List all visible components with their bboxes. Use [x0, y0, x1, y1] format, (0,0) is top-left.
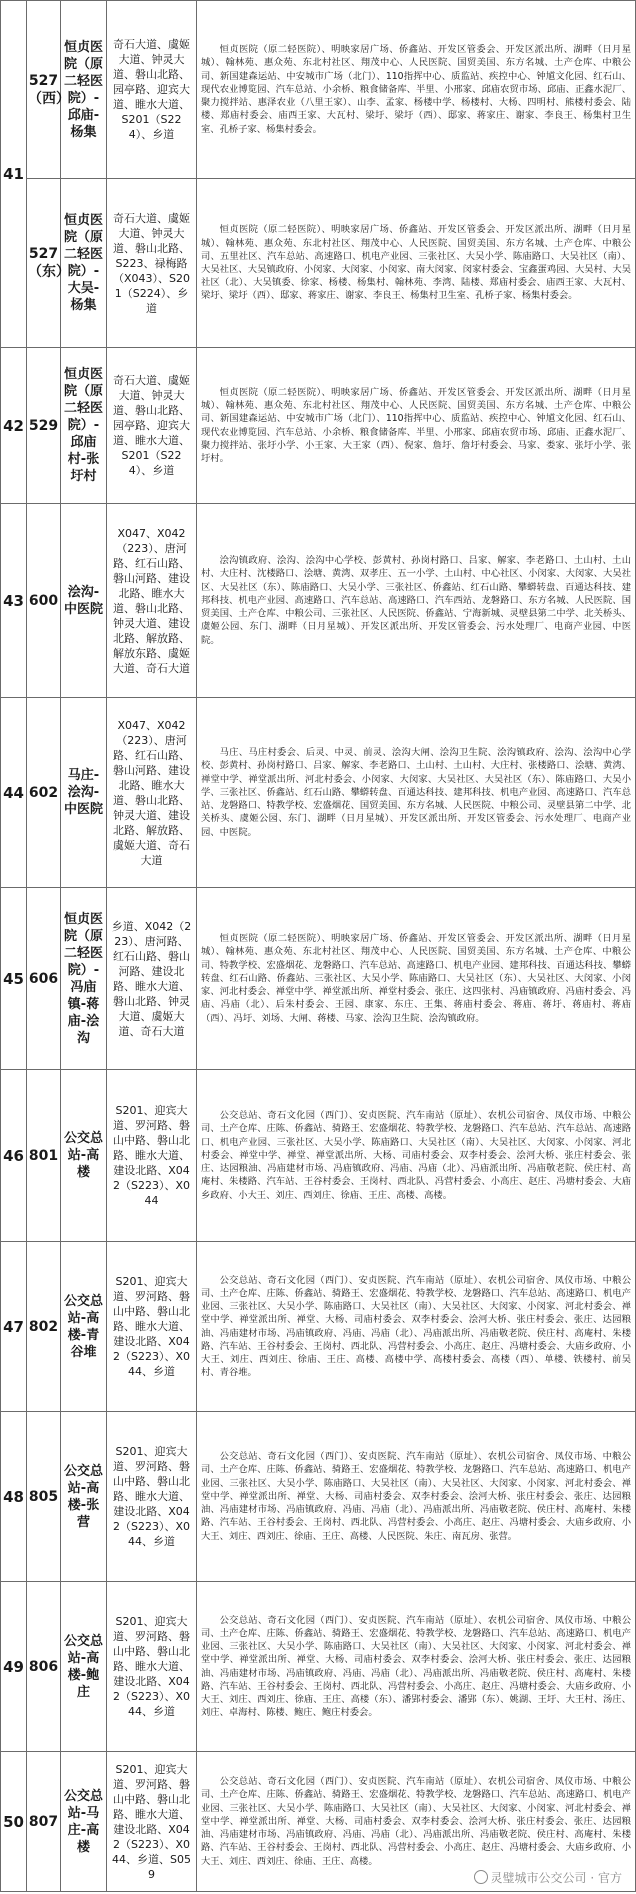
route-roads: S201、迎宾大道、罗河路、磐山中路、磐山北路、睢水大道、建设北路、X042（S223）、X044、乡道: [107, 1412, 197, 1582]
table-row: [1, 179, 636, 348]
route-stops-text: 公交总站、奇石文化园（西门）、安贞医院、汽车南站（原址）、农机公司宿舍、凤仪市场、中粮公司、土产仓库、庄陈、侨鑫站、骑路王、宏盛烟花、特教学校、龙磐路口、汽车总站、高速路口、机电产业园、三张社区、大吴小学、陈庙路口、大吴社区（南）、大吴社区、大闵家、小闵家、河北村委会、禅堂中学、禅堂派出所、禅堂、大杨、司庙村委会、双李村委会、浍河大桥、张庄村委会、张庄、达园粮油、冯庙建材市场、冯庙镇政府、冯庙、冯庙（北）、冯庙派出所、冯庙敬老院、侯庄村、高庵村、朱楼路、汽车站、王谷村委会、王岗村、西北队、冯营村委会、小高庄、赵庄、冯塘村委会、大庙乡政府、小大王、刘庄、西刘庄、徐庙、王庄、高楼（东）、潘郢村委会、潘郢（东）、姚湖、王圩、大王村、汤庄、刘庄、卓海村、陈楼、鲍庄、鲍庄村委会。: [201, 1614, 631, 1719]
route-number: 801: [27, 1070, 61, 1242]
route-stops: [197, 888, 636, 1070]
route-number: 806: [27, 1582, 61, 1752]
route-roads: S201、迎宾大道、罗河路、磐山中路、磐山北路、睢水大道、建设北路、X042（S223）、X044: [107, 1070, 197, 1242]
watermark-text: 灵璧城市公交公司 · 官方: [490, 1871, 622, 1885]
route-stops: [197, 1242, 636, 1412]
route-roads: 奇石大道、虞姬大道、钟灵大道、磐山北路、园亭路、迎宾大道、睢水大道、S201（S224）、乡道: [107, 348, 197, 504]
row-index: 49: [1, 1582, 27, 1752]
route-number: 529: [27, 348, 61, 504]
route-stops-text: 恒贞医院（原二轻医院）、明映家居广场、侨鑫站、开发区管委会、开发区派出所、湖畔（日月星城）、翰林苑、惠众苑、东北村社区、翔茂中心、人民医院、国贸美国、东方名城、土产仓库、中粮公司、新国建森运站、中安城市广场（北门）、110指挥中心、质监站、疾控中心、钟馗文化园、红石山、现代农业博览园、汽车总站、小余桥、粮食储备库、半里、小邢家、邱庙农贸市场、邱庙、正鑫水泥厂、聚力搅拌站、惠泽农业（八里王家）、山李、孟家、杨楼中学、杨楼村、大杨、四明村、熊楼村委会、陆楼、郑庙村委会、庙西王家、大瓦村、梁圩、梁圩（西）、邸家、蒋家庄、谢家、李良王、杨集村卫生室、孔桥子家、杨集村委会。: [201, 44, 631, 135]
route-stops-text: 恒贞医院（原二轻医院）、明映家居广场、侨鑫站、开发区管委会、开发区派出所、湖畔（日月星城）、翰林苑、惠众苑、东北村社区、翔茂中心、人民医院、国贸美国、东方名城、土产仓库、中粮公司、新国建森运站、中安城市广场（北门）、110指挥中心、质监站、疾控中心、钟馗文化园、红石山、现代农业博览园、汽车总站、小余桥、粮食储备库、半里、小邢家、邱庙农贸市场、邱庙、正鑫水泥厂、聚力搅拌站、张圩小学、小王家、大王家（西）、倪家、詹圩、詹圩村委会、马家、娄家、张圩小学、张圩村。: [201, 386, 631, 464]
route-roads: 奇石大道、虞姬大道、钟灵大道、磐山北路、园亭路、迎宾大道、睢水大道、S201（S224）、乡道: [107, 1, 197, 179]
wechat-icon: [474, 1870, 488, 1884]
table-row: [1, 1242, 636, 1412]
route-stops-text: 公交总站、奇石文化园（西门）、安贞医院、汽车南站（原址）、农机公司宿舍、凤仪市场、中粮公司、土产仓库、庄陈、侨鑫站、骑路王、宏盛烟花、特教学校、龙磐路口、汽车总站、高速路口、机电产业园、三张社区、大吴小学、陈庙路口、大吴社区（南）、大吴社区、大闵家、小闵家、河北村委会、禅堂中学、禅堂派出所、禅堂、大杨、司庙村委会、双李村委会、浍河大桥、张庄村委会、张庄、达园粮油、冯庙建材市场、冯庙镇政府、冯庙、冯庙（北）、冯庙派出所、冯庙敬老院、侯庄村、高庵村、朱楼路、汽车站、王谷村委会、王岗村、西北队、冯营村委会、小高庄、赵庄、冯塘村委会、大庙乡政府、小大王、刘庄、西刘庄、徐庙、王庄、高楼、人民医院、朱庄、南瓦房、张营。: [201, 1451, 631, 1542]
route-stops: [197, 1582, 636, 1752]
route-number: 527 （西）: [27, 1, 61, 179]
row-index: 43: [1, 504, 27, 698]
route-roads: 乡道、X042（223）、唐河路、红石山路、磐山河路、建设北路、睢水大道、磐山北路、钟灵大道、虞姬大道、奇石大道: [107, 888, 197, 1070]
row-index: 50: [1, 1752, 27, 1892]
row-index: 47: [1, 1242, 27, 1412]
route-stops-text: 公交总站、奇石文化园（西门）、安贞医院、汽车南站（原址）、农机公司宿舍、凤仪市场、中粮公司、土产仓库、庄陈、侨鑫站、骑路王、宏盛烟花、特教学校、龙磐路口、汽车总站、高速路口、机电产业园、三张社区、大吴小学、陈庙路口、大吴社区（南）、大吴社区、大闵家、小闵家、河北村委会、禅堂中学、禅堂派出所、禅堂、大杨、司庙村委会、双李村委会、浍河大桥、张庄村委会、张庄、达园粮油、冯庙建材市场、冯庙镇政府、冯庙、冯庙（北）、冯庙派出所、冯庙敬老院、侯庄村、高庵村、朱楼路、汽车站、王谷村委会、王岗村、西北队、冯营村委会、小高庄、赵庄、冯塘村委会、大庙乡政府、小大王、刘庄、西刘庄、徐庙、王庄、高楼。: [201, 1776, 631, 1867]
route-number: 600: [27, 504, 61, 698]
route-name: 公交总站-高楼-鲍庄: [61, 1582, 107, 1752]
route-roads: S201、迎宾大道、罗河路、磐山中路、磐山北路、睢水大道、建设北路、X042（S223）、X044、乡道: [107, 1582, 197, 1752]
route-stops: [197, 179, 636, 348]
route-name: 恒贞医院（原二轻医院）-大吴-杨集: [61, 179, 107, 348]
table-row: [1, 504, 636, 698]
row-index: 45: [1, 888, 27, 1070]
route-name: 马庄-浍沟-中医院: [61, 698, 107, 888]
table-row: [1, 1582, 636, 1752]
table-row: [1, 888, 636, 1070]
route-name: 公交总站-高楼: [61, 1070, 107, 1242]
route-stops: [197, 1412, 636, 1582]
table-row: [1, 348, 636, 504]
row-index: 48: [1, 1412, 27, 1582]
route-roads: S201、迎宾大道、罗河路、磐山中路、磐山北路、睢水大道、建设北路、X042（S223）、X044、乡道、S059: [107, 1752, 197, 1892]
route-name: 恒贞医院（原二轻医院）-冯庙镇-蒋庙-浍沟: [61, 888, 107, 1070]
route-roads: X047、X042（223）、唐河路、红石山路、磐山河路、建设北路、睢水大道、磐山北路、钟灵大道、建设北路、解放路、虞姬大道、奇石大道: [107, 698, 197, 888]
route-stops-text: 恒贞医院（原二轻医院）、明映家居广场、侨鑫站、开发区管委会、开发区派出所、湖畔（日月星城）、翰林苑、惠众苑、东北村社区、翔茂中心、人民医院、国贸美国、东方名城、土产仓库、中粮公司、特教学校、宏盛烟花、龙磐路口、汽车总站、高速路口、机电产业园、建邦科技、百通达科技、攀蟒转盘、红石山路、侨鑫站、三张社区、大吴小学、陈庙路口、大吴社区（东）、大吴社区、大闵家、小闵家、河北村委会、禅堂中学、禅堂派出所、禅堂村委会、张庄、这四张村、冯庙镇政府、冯庙村委会、冯庙、冯庙（北）、后朱村委会、王园、康家、东庄、王集、蒋庙村委会、蒋庙、蒋圩、蒋庙村、蒋庙（西）、冯圩、刘场、大闸、蒋楼、马家、浍沟卫生院、浍沟镇政府。: [201, 933, 631, 1024]
route-stops-text: 公交总站、奇石文化园（西门）、安贞医院、汽车南站（原址）、农机公司宿舍、凤仪市场、中粮公司、土产仓库、庄陈、侨鑫站、骑路王、宏盛烟花、特教学校、龙磐路口、汽车总站、高速路口、机电产业园、三张社区、大吴小学、陈庙路口、大吴社区（南）、大吴社区、大闵家、小闵家、河北村委会、禅堂中学、禅堂派出所、禅堂、大杨、司庙村委会、双李村委会、浍河大桥、张庄村委会、张庄、达园粮油、冯庙建材市场、冯庙镇政府、冯庙、冯庙（北）、冯庙派出所、冯庙敬老院、侯庄村、高庵村、朱楼路、汽车站、王谷村委会、王岗村、西北队、冯营村委会、小高庄、赵庄、冯塘村委会、大庙乡政府、小大王、刘庄、西刘庄、徐庙、王庄、高楼、高楼中学、高楼村委会、高楼（西）、单楼、铁楼村、前吴村、青谷堆。: [201, 1274, 631, 1379]
row-index: 46: [1, 1070, 27, 1242]
table-row: [1, 1412, 636, 1582]
route-name: 恒贞医院（原二轻医院）-邱庙-杨集: [61, 1, 107, 179]
table-row: [1, 1070, 636, 1242]
route-stops: [197, 504, 636, 698]
table-row: [1, 1, 636, 179]
route-name: 公交总站-高楼-青谷堆: [61, 1242, 107, 1412]
route-roads: X047、X042（223）、唐河路、红石山路、磐山河路、建设北路、睢水大道、磐山北路、钟灵大道、建设北路、解放路、解放东路、虞姬大道、奇石大道: [107, 504, 197, 698]
route-stops: [197, 348, 636, 504]
row-index: 42: [1, 348, 27, 504]
route-stops: [197, 698, 636, 888]
route-number: 807: [27, 1752, 61, 1892]
route-number: 606: [27, 888, 61, 1070]
route-name: 恒贞医院（原二轻医院）-邱庙村-张圩村: [61, 348, 107, 504]
route-stops: [197, 1070, 636, 1242]
route-name: 浍沟-中医院: [61, 504, 107, 698]
route-number: 805: [27, 1412, 61, 1582]
route-stops-text: 恒贞医院（原二轻医院）、明映家居广场、侨鑫站、开发区管委会、开发区派出所、湖畔（日月星城）、翰林苑、惠众苑、东北村社区、翔茂中心、人民医院、国贸美国、东方名城、土产仓库、中粮公司、五里社区、汽车总站、高速路口、机电产业园、三张社区、大吴小学、陈庙路口、大吴社区（南）、大吴社区、大吴镇政府、小闵家、大闵家、小闵家、南大闵家、闵家村委会、宝鑫蛋鸡园、大吴村、大吴社区（北）、大吴镇委、徐家、杨楼、杨集村、翰林苑、李湾、陆楼、郑庙村委会、庙西王家、大瓦村、梁圩、梁圩（西）、邸家、蒋家庄、谢家、李良王、杨集村卫生室、孔桥子家、杨集村委会。: [201, 224, 631, 302]
route-number: 802: [27, 1242, 61, 1412]
route-roads: 奇石大道、虞姬大道、钟灵大道、磐山北路、S223、禄梅路（X043）、S201（S224）、乡道: [107, 179, 197, 348]
route-roads: S201、迎宾大道、罗河路、磐山中路、磐山北路、睢水大道、建设北路、X042（S223）、X044、乡道: [107, 1242, 197, 1412]
route-stops-text: 浍沟镇政府、浍沟、浍沟中心学校、彭黄村、孙岗村路口、吕家、解家、李老路口、土山村、土山村、大庄村、沈楼路口、浍塘、黄湾、双孝庄、五一小学、土山村、中心社区、小闵家、大闵家、大吴社区、大吴社区（东）、陈庙路口、大吴小学、三张社区、侨鑫站、红石山路、攀蟒转盘、百通达科技、建邦科技、机电产业园、高速路口、汽车总站、高速路口、汽车西站、龙磐路口、东方名城、人民医院、国贸美国、土产仓库、中粮公司、三张社区、人民医院、侨鑫站、宁海新城、灵壁县第二中学、北关桥头、虞姬公园、东门、湖畔（日月星城）、开发区派出所、开发区管委会、污水处理厂、电商产业园、中医院。: [201, 555, 631, 646]
route-name: 公交总站-高楼-张营: [61, 1412, 107, 1582]
table-row: [1, 698, 636, 888]
route-name: 公交总站-马庄-高楼: [61, 1752, 107, 1892]
route-stops-text: 公交总站、奇石文化园（西门）、安贞医院、汽车南站（原址）、农机公司宿舍、凤仪市场、中粮公司、土产仓库、庄陈、侨鑫站、骑路王、宏盛烟花、特教学校、龙磐路口、汽车总站、汽车总站、高速路口、机电产业园、三张社区、大吴小学、陈庙路口、大吴社区（南）、大吴社区、大闵家、小闵家、河北村委会、禅堂中学、禅堂、禅堂派出所、大杨、司庙村委会、双李村委会、浍河大桥、张庄村委会、张庄、达园粮油、冯庙建材市场、冯庙镇政府、冯庙、冯庙（北）、冯庙派出所、冯庙敬老院、侯庄村、高庵村、朱楼路、汽车站、王谷村委会、王岗村、西北队、冯营村委会、小高庄、赵庄、冯塘村委会、大庙乡政府、小大王、刘庄、西刘庄、徐庙、王庄、高楼、高楼。: [201, 1110, 631, 1201]
row-index: 44: [1, 698, 27, 888]
row-index: 41: [1, 1, 27, 348]
watermark-badge: [468, 1867, 628, 1888]
route-stops-text: 马庄、马庄村委会、后灵、中灵、前灵、浍沟大闸、浍沟卫生院、浍沟镇政府、浍沟、浍沟中心学校、彭黄村、孙岗村路口、吕家、解家、李老路口、土山村、土山村、大庄村、张楼路口、浍塘、黄湾、禅堂中学、禅堂派出所、河北村委会、小闵家、大闵家、大吴社区、大吴社区（东）、陈庙路口、大吴小学、三张社区、侨鑫站、红石山路、攀蟒转盘、百通达科技、建邦科技、机电产业园、高速路口、汽车总站、龙磐路口、特教学校、宏盛烟花、国贸美国、东方名城、人民医院、中粮公司、灵壁县第二中学、北关桥头、虞姬公园、东门、湖畔（日月星城）、开发区派出所、开发区管委会、污水处理厂、电商产业园、中医院。: [201, 747, 631, 838]
route-number: 527 （东）: [27, 179, 61, 348]
route-stops: [197, 1, 636, 179]
route-number: 602: [27, 698, 61, 888]
